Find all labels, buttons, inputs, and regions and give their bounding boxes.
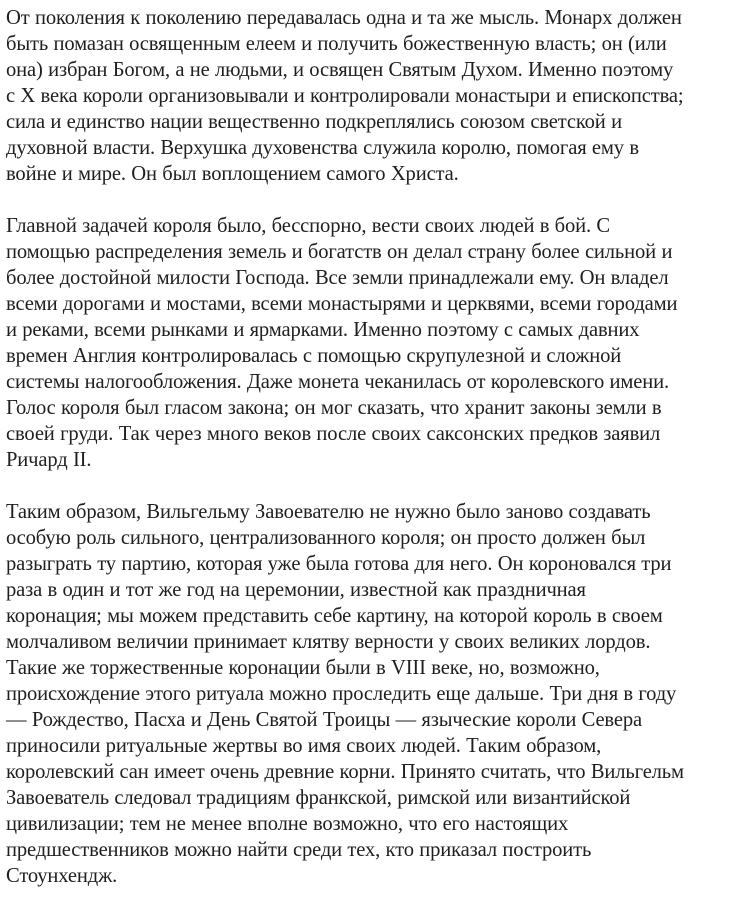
- text-line: времен Англия контролировалась с помощью скрупулезной и сложной: [6, 345, 622, 367]
- text-line: и реками, всеми рынками и ярмарками. Именно поэтому с самых давних: [6, 319, 640, 341]
- text-line: разыграть ту партию, которая уже была готова для него. Он короновался три: [6, 553, 672, 575]
- text-line: коронация; мы можем представить себе картину, на которой король в своем: [6, 605, 663, 627]
- text-line: происхождение этого ритуала можно проследить еще дальше. Три дня в году: [6, 683, 677, 705]
- paragraph-2: [6, 213, 731, 473]
- text-line: Ричард II.: [6, 449, 92, 471]
- paragraph-gap: [6, 187, 731, 213]
- text-line: более достойной милости Господа. Все земли принадлежали ему. Он владел: [6, 267, 669, 289]
- text-line: цивилизации; тем не менее вполне возможно, что его настоящих: [6, 813, 569, 835]
- text-line: с X века короли организовывали и контролировали монастыри и епископства;: [6, 85, 684, 107]
- text-line: От поколения к поколению передавалась одна и та же мысль. Монарх должен: [6, 7, 682, 29]
- text-line: Завоеватель следовал традициям франкской, римской или византийской: [6, 787, 631, 809]
- text-line: духовной власти. Верхушка духовенства служила королю, помогая ему в: [6, 137, 639, 159]
- text-line: особую роль сильного, централизованного короля; он просто должен был: [6, 527, 646, 549]
- text-line: всеми дорогами и мостами, всеми монастырями и церквями, всеми городами: [6, 293, 678, 315]
- text-line: Стоунхендж.: [6, 865, 118, 887]
- text-line: своей груди. Так через много веков после своих саксонских предков заявил: [6, 423, 661, 445]
- text-line: Главной задачей короля было, бесспорно, вести своих людей в бой. С: [6, 215, 611, 237]
- paragraph-3: [6, 499, 731, 889]
- text-line: она) избран Богом, а не людьми, и освящен Святым Духом. Именно поэтому: [6, 59, 674, 81]
- paragraph-1: [6, 5, 731, 187]
- text-line: — Рождество, Пасха и День Святой Троицы — языческие короли Севера: [6, 709, 643, 731]
- text-line: сила и единство нации вещественно подкреплялись союзом светской и: [6, 111, 622, 133]
- text-line: быть помазан освященным елеем и получить божественную власть; он (или: [6, 33, 667, 55]
- text-line: Такие же торжественные коронации были в VIII веке, но, возможно,: [6, 657, 600, 679]
- paragraph-gap: [6, 473, 731, 499]
- text-line: предшественников можно найти среди тех, кто приказал построить: [6, 839, 592, 861]
- text-line: приносили ритуальные жертвы во имя своих людей. Таким образом,: [6, 735, 602, 757]
- text-line: войне и мире. Он был воплощением самого Христа.: [6, 163, 459, 185]
- text-line: Таким образом, Вильгельму Завоевателю не нужно было заново создавать: [6, 501, 651, 523]
- text-line: помощью распределения земель и богатств он делал страну более сильной и: [6, 241, 673, 263]
- text-line: раза в один и тот же год на церемонии, известной как праздничная: [6, 579, 586, 601]
- text-line: молчаливом величии принимает клятву верности у своих великих лордов.: [6, 631, 651, 653]
- text-line: королевский сан имеет очень древние корни. Принято считать, что Вильгельм: [6, 761, 684, 783]
- text-line: системы налогообложения. Даже монета чеканилась от королевского имени.: [6, 371, 670, 393]
- text-line: Голос короля был гласом закона; он мог сказать, что хранит законы земли в: [6, 397, 662, 419]
